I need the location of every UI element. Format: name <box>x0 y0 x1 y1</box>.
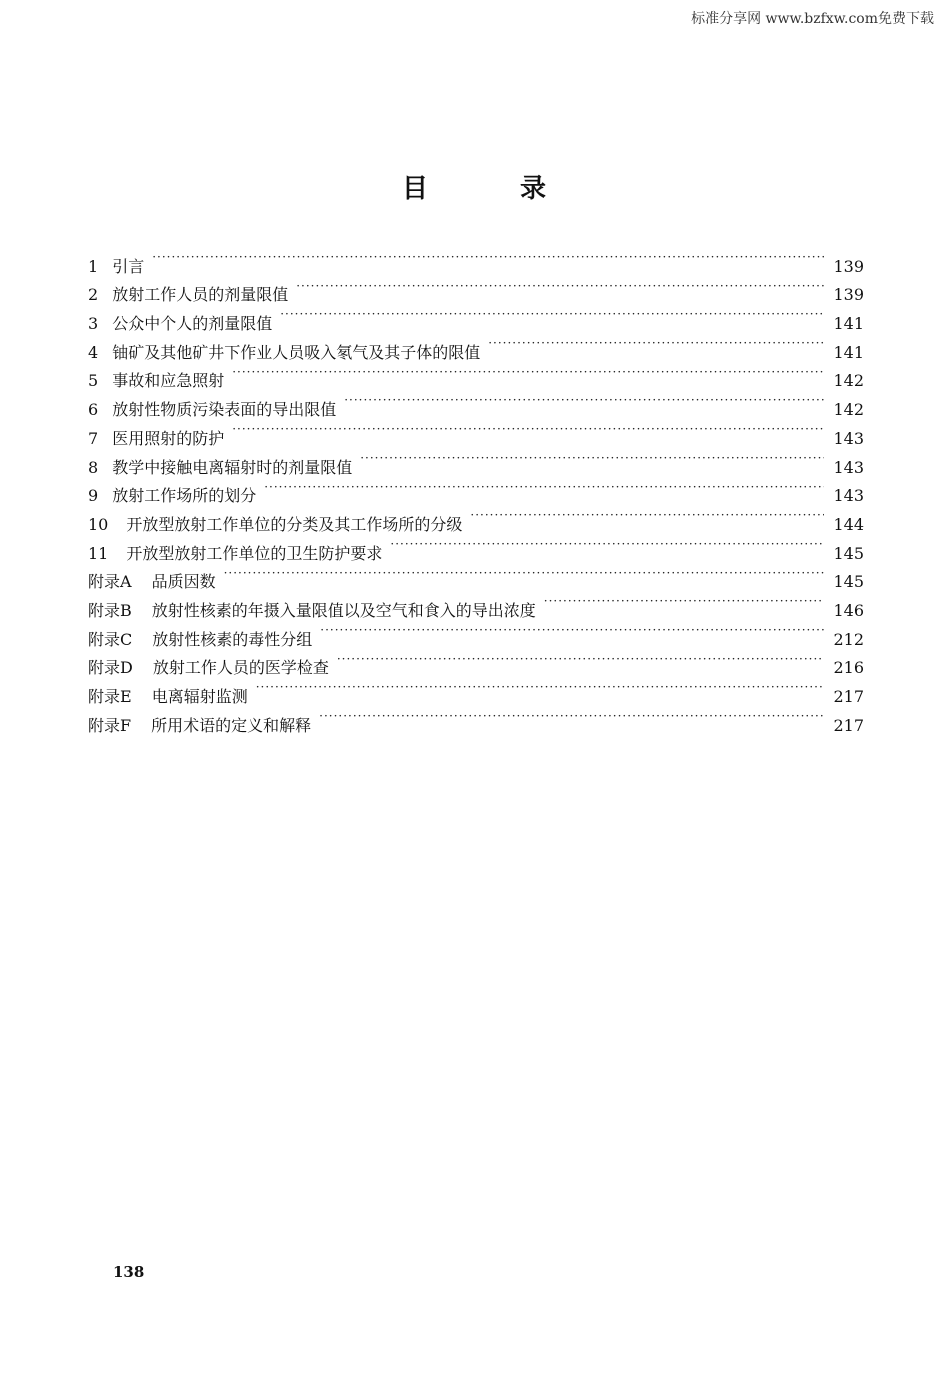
toc-entry-title: 事故和应急照射 <box>112 371 225 391</box>
dot-leader <box>315 702 824 731</box>
title-char-1: 目 <box>402 174 429 204</box>
toc-entry-number: 1 <box>88 256 99 276</box>
toc-entry-title: 教学中接触电离辐射时的剂量限值 <box>112 457 353 477</box>
dot-leader <box>276 300 824 329</box>
toc-entry-number: 4 <box>88 342 99 362</box>
toc-entry-page: 212 <box>833 629 864 649</box>
dot-leader <box>540 587 824 616</box>
toc-entry-number: 附录D <box>88 658 133 678</box>
toc-entry-page: 139 <box>833 256 864 276</box>
toc-entry-number: 5 <box>88 371 99 391</box>
toc-entry-page: 146 <box>833 600 864 620</box>
toc-entry-page: 216 <box>833 658 864 678</box>
toc-entry-title: 电离辐射监测 <box>151 687 248 706</box>
toc-entry-page: 145 <box>833 572 864 592</box>
dot-leader <box>148 243 824 272</box>
toc-entry-page: 144 <box>833 514 864 534</box>
dot-leader <box>356 444 824 473</box>
toc-entry-number: 11 <box>88 543 109 563</box>
toc-entry-number: 8 <box>88 457 99 477</box>
dot-leader <box>340 386 824 415</box>
toc-entry-number: 6 <box>88 400 99 420</box>
dot-leader <box>484 329 824 358</box>
toc-entry-2[interactable] <box>88 272 864 305</box>
toc-entry-number: 3 <box>88 314 99 334</box>
dot-leader <box>466 501 824 530</box>
toc-entry-title: 开放型放射工作单位的卫生防护要求 <box>126 543 383 563</box>
dot-leader <box>386 530 824 559</box>
toc-entry-page: 143 <box>833 457 864 477</box>
toc-entry-title: 放射工作人员的医学检查 <box>152 658 329 678</box>
table-of-contents <box>88 243 864 735</box>
toc-entry-title: 铀矿及其他矿井下作业人员吸入氡气及其子体的限值 <box>112 342 481 362</box>
toc-entry-number: 10 <box>88 514 109 534</box>
toc-entry-title: 放射性物质污染表面的导出限值 <box>112 400 337 420</box>
toc-entry-page: 143 <box>833 428 864 448</box>
toc-entry-page: 143 <box>833 486 864 506</box>
dot-leader <box>316 616 824 645</box>
toc-entry-page: 139 <box>833 285 864 305</box>
watermark-text: 标准分享网 www.bzfxw.com免费下载 <box>691 11 934 27</box>
toc-entry-page: 145 <box>833 543 864 563</box>
toc-entry-number: 2 <box>88 285 99 305</box>
toc-entry-title: 医用照射的防护 <box>112 428 225 448</box>
title-char-2: 录 <box>520 174 547 204</box>
toc-entry-number: 附录B <box>88 600 132 620</box>
dot-leader <box>260 473 824 502</box>
dot-leader <box>220 559 824 588</box>
dot-leader <box>292 272 824 301</box>
toc-entry-title: 所用术语的定义和解释 <box>151 715 312 735</box>
page-number: 138 <box>113 1263 145 1281</box>
dot-leader <box>333 645 824 674</box>
toc-entry-page: 142 <box>833 400 864 420</box>
toc-entry-number: 7 <box>88 428 99 448</box>
toc-entry-title: 品质因数 <box>151 572 216 592</box>
toc-entry-page: 141 <box>833 342 864 362</box>
toc-entry-number: 附录C <box>88 629 133 649</box>
toc-entry-title: 开放型放射工作单位的分类及其工作场所的分级 <box>126 514 463 534</box>
toc-entry-number: 9 <box>88 486 99 506</box>
toc-entry-page: 141 <box>833 314 864 334</box>
toc-entry-title: 放射性核素的毒性分组 <box>152 629 313 649</box>
toc-entry-number: 附录A <box>88 572 132 592</box>
dot-leader <box>228 415 824 444</box>
dot-leader <box>228 358 824 387</box>
toc-entry-title: 引言 <box>112 256 145 276</box>
dot-leader <box>252 673 824 702</box>
toc-entry-number: 附录F <box>88 715 132 735</box>
toc-entry-page: 217 <box>833 715 864 735</box>
toc-entry-title: 放射工作人员的剂量限值 <box>112 285 289 305</box>
toc-entry-1[interactable] <box>88 243 864 276</box>
toc-entry-title: 放射工作场所的划分 <box>112 486 257 506</box>
toc-entry-title: 公众中个人的剂量限值 <box>112 314 273 334</box>
toc-entry-page: 217 <box>833 687 864 706</box>
toc-entry-title: 放射性核素的年摄入量限值以及空气和食入的导出浓度 <box>151 600 536 620</box>
toc-entry-page: 142 <box>833 371 864 391</box>
toc-entry-number: 附录E <box>88 687 132 706</box>
